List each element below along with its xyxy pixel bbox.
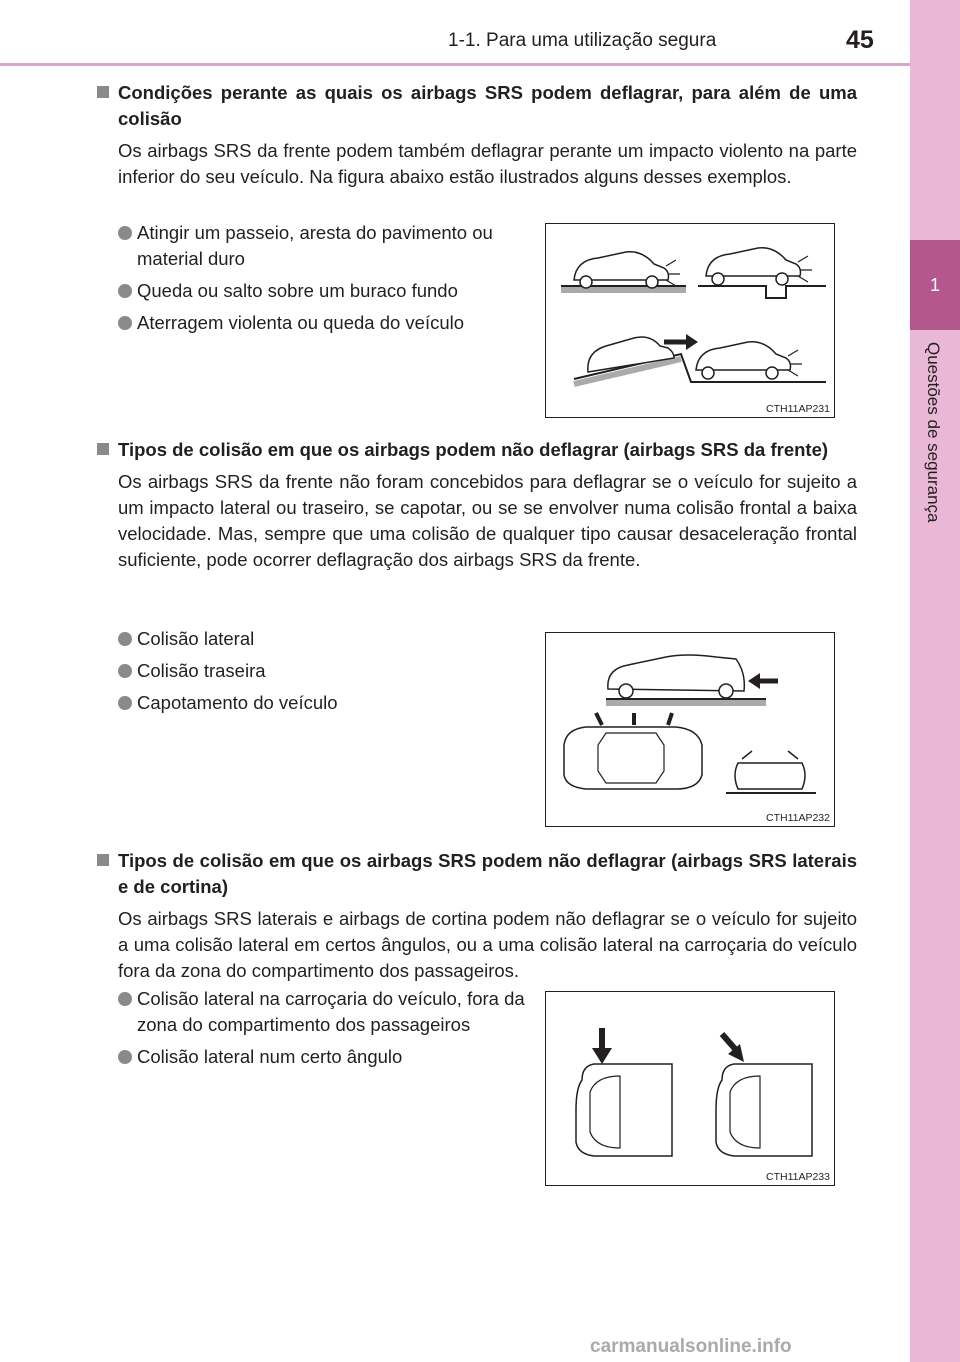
figure-side-impact-angles bbox=[545, 991, 835, 1186]
list-item bbox=[118, 278, 528, 304]
collision-types-illustration bbox=[546, 633, 833, 825]
circle-bullet-icon bbox=[118, 1050, 132, 1064]
circle-bullet-icon bbox=[118, 992, 132, 1006]
list-item-text: Aterragem violenta ou queda do veículo bbox=[137, 312, 465, 333]
header-divider bbox=[0, 63, 910, 66]
header-section-title: 1-1. Para uma utilização segura bbox=[448, 30, 717, 51]
section-heading bbox=[97, 437, 857, 463]
circle-bullet-icon bbox=[118, 696, 132, 710]
list-item-text: Colisão lateral num certo ângulo bbox=[137, 1046, 403, 1067]
side-impact-angles-illustration bbox=[546, 992, 833, 1184]
list-item-text: Capotamento do veículo bbox=[137, 692, 338, 713]
chapter-number-box bbox=[910, 240, 960, 330]
page-number: 45 bbox=[846, 26, 874, 54]
section-side-airbags-no-deploy bbox=[97, 848, 857, 984]
underbody-impact-illustration bbox=[546, 224, 833, 416]
chapter-side-tab bbox=[910, 0, 960, 1362]
section-heading bbox=[97, 80, 857, 132]
figure-code: CTH11AP231 bbox=[765, 403, 830, 415]
bullet-list bbox=[118, 220, 528, 342]
list-item-text: Queda ou salto sobre um buraco fundo bbox=[137, 280, 458, 301]
circle-bullet-icon bbox=[118, 284, 132, 298]
circle-bullet-icon bbox=[118, 316, 132, 330]
list-item-text: Colisão traseira bbox=[137, 660, 266, 681]
square-bullet-icon bbox=[97, 443, 109, 455]
list-item bbox=[118, 986, 528, 1038]
section-heading-text: Condições perante as quais os airbags SRS podem deflagrar, para além de uma colisão bbox=[118, 82, 857, 129]
section-heading-text: Tipos de colisão em que os airbags podem não deflagrar (airbags SRS da frente) bbox=[118, 439, 829, 460]
list-item-text: Atingir um passeio, aresta do pavimento ou material duro bbox=[137, 222, 493, 269]
figure-code: CTH11AP233 bbox=[765, 1171, 830, 1183]
section-paragraph: Os airbags SRS da frente podem também deflagrar perante um impacto violento na parte inferior do seu veículo. Na figura abaixo estão ilustrados alguns desses exemplos. bbox=[118, 140, 857, 187]
list-item bbox=[118, 310, 528, 336]
section-front-airbags-no-deploy bbox=[97, 437, 857, 573]
square-bullet-icon bbox=[97, 86, 109, 98]
figure-collision-types bbox=[545, 632, 835, 827]
chapter-title: Questões de segurança bbox=[924, 342, 943, 523]
chapter-number: 1 bbox=[929, 274, 940, 295]
section-paragraph: Os airbags SRS da frente não foram concebidos para deflagrar se o veículo for sujeito a um impacto lateral ou traseiro, se capotar, ou se se envolver numa colisão frontal a baixa velocidade. Mas, sempre que uma colisão de qualquer tipo causar desaceleração frontal suficiente, pode ocorrer deflagração dos airbags SRS da frente. bbox=[118, 471, 857, 570]
bullet-list bbox=[118, 626, 528, 722]
section-paragraph: Os airbags SRS laterais e airbags de cortina podem não deflagrar se o veículo for sujeito a uma colisão lateral em certos ângulos, ou a uma colisão lateral na carroçaria do veículo fora da zona do compartimento dos passageiros. bbox=[118, 908, 857, 981]
circle-bullet-icon bbox=[118, 226, 132, 240]
figure-code: CTH11AP232 bbox=[765, 812, 830, 824]
watermark: carmanualsonline.info bbox=[590, 1336, 792, 1357]
list-item-text: Colisão lateral bbox=[137, 628, 255, 649]
section-deployment-conditions bbox=[97, 80, 857, 190]
list-item-text: Colisão lateral na carroçaria do veículo, fora da zona do compartimento dos passageiros bbox=[137, 988, 525, 1035]
section-heading-text: Tipos de colisão em que os airbags SRS podem não deflagrar (airbags SRS laterais e de cortina) bbox=[118, 850, 857, 897]
circle-bullet-icon bbox=[118, 664, 132, 678]
list-item bbox=[118, 220, 528, 272]
circle-bullet-icon bbox=[118, 632, 132, 646]
list-item bbox=[118, 690, 528, 716]
bullet-list bbox=[118, 986, 528, 1076]
figure-underbody-impact bbox=[545, 223, 835, 418]
list-item bbox=[118, 626, 528, 652]
section-heading bbox=[97, 848, 857, 900]
list-item bbox=[118, 658, 528, 684]
list-item bbox=[118, 1044, 528, 1070]
square-bullet-icon bbox=[97, 854, 109, 866]
